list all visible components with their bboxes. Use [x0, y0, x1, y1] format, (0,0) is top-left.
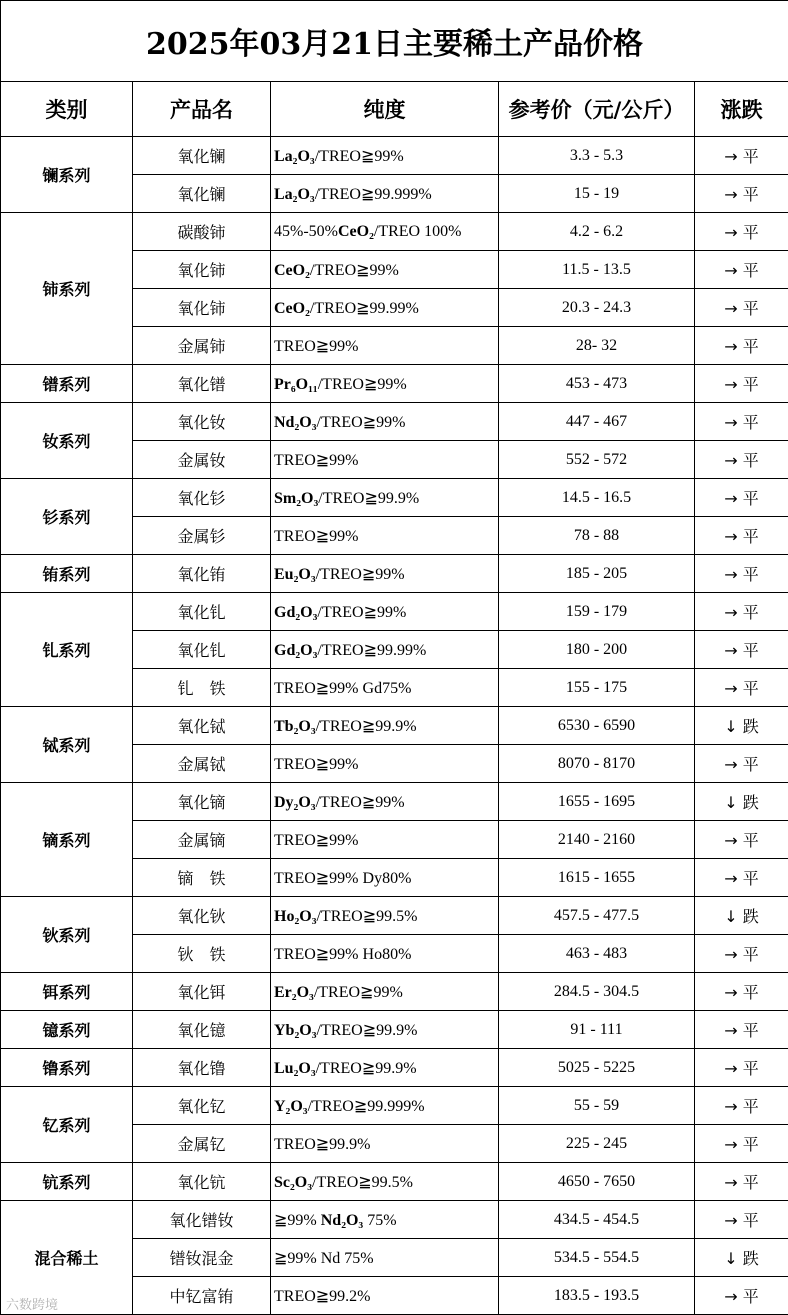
product-name-cell: 氧化铒 [133, 973, 271, 1011]
table-row [1, 783, 788, 821]
price-cell: 11.5 - 13.5 [499, 251, 695, 289]
trend-cell: → 平 [695, 669, 788, 707]
purity-cell [271, 1239, 499, 1277]
purity-cell [271, 517, 499, 555]
price-cell: 159 - 179 [499, 593, 695, 631]
product-name-cell: 氧化镥 [133, 1049, 271, 1087]
purity-cell [271, 745, 499, 783]
formula: Nd₂O₃ [274, 413, 317, 431]
purity-text: /TREO≧99% [309, 261, 399, 279]
purity-cell [271, 365, 499, 403]
header-row [1, 82, 788, 137]
formula: Tb₂O₃ [274, 717, 316, 735]
category-cell: 钆系列 [1, 593, 133, 707]
price-cell: 20.3 - 24.3 [499, 289, 695, 327]
trend-cell: → 平 [695, 555, 788, 593]
trend-cell: → 平 [695, 935, 788, 973]
purity-cell [271, 593, 499, 631]
purity-text: /TREO≧99.99% [317, 641, 427, 659]
formula: Ho₂O₃ [274, 907, 317, 925]
product-name-cell: 氧化钇 [133, 1087, 271, 1125]
product-name-cell: 氧化镨 [133, 365, 271, 403]
product-name-cell: 氧化镧 [133, 175, 271, 213]
purity-prefix: 45%-50% [274, 222, 338, 240]
product-name-cell: 氧化镨钕 [133, 1201, 271, 1239]
col-header-trend: 涨跌 [695, 82, 788, 137]
table-body [1, 137, 788, 1315]
purity-text: TREO≧99% Ho80% [274, 945, 412, 963]
trend-cell: → 平 [695, 1049, 788, 1087]
purity-cell [271, 327, 499, 365]
product-name-cell: 中钇富铕 [133, 1277, 271, 1315]
price-cell: 185 - 205 [499, 555, 695, 593]
purity-cell [271, 1277, 499, 1315]
price-cell: 78 - 88 [499, 517, 695, 555]
purity-text: TREO≧99.9% [274, 1135, 371, 1153]
page-title: 2025年03月21日主要稀土产品价格 [1, 1, 788, 82]
purity-text: /TREO≧99% [317, 375, 407, 393]
category-cell: 钪系列 [1, 1163, 133, 1201]
watermark: 六数跨境 [6, 1298, 59, 1313]
formula: La₂O₃ [274, 185, 315, 203]
purity-text: /TREO≧99.9% [316, 1021, 418, 1039]
price-cell: 2140 - 2160 [499, 821, 695, 859]
trend-cell: → 平 [695, 175, 788, 213]
product-name-cell: 金属钐 [133, 517, 271, 555]
price-cell: 5025 - 5225 [499, 1049, 695, 1087]
category-cell: 铽系列 [1, 707, 133, 783]
purity-text: /TREO≧99.5% [316, 907, 418, 925]
trend-cell: → 平 [695, 1125, 788, 1163]
price-cell: 15 - 19 [499, 175, 695, 213]
price-cell: 1655 - 1695 [499, 783, 695, 821]
product-name-cell: 氧化铕 [133, 555, 271, 593]
price-cell: 183.5 - 193.5 [499, 1277, 695, 1315]
category-cell: 钬系列 [1, 897, 133, 973]
purity-cell [271, 555, 499, 593]
trend-cell: → 平 [695, 1163, 788, 1201]
purity-cell [271, 441, 499, 479]
price-cell: 155 - 175 [499, 669, 695, 707]
formula: Eu₂O₃ [274, 565, 316, 583]
product-name-cell: 金属钇 [133, 1125, 271, 1163]
table-row [1, 479, 788, 517]
purity-text: /TREO≧99.999% [314, 185, 432, 203]
price-cell: 4650 - 7650 [499, 1163, 695, 1201]
purity-cell [271, 1125, 499, 1163]
purity-cell [271, 1049, 499, 1087]
purity-cell [271, 707, 499, 745]
trend-cell: → 平 [695, 137, 788, 175]
trend-cell: → 平 [695, 479, 788, 517]
formula: Gd₂O₃ [274, 603, 318, 621]
product-name-cell: 氧化钆 [133, 593, 271, 631]
trend-cell: ↓ 跌 [695, 1239, 788, 1277]
trend-cell: → 平 [695, 327, 788, 365]
col-header-category: 类别 [1, 82, 133, 137]
product-name-cell: 氧化钬 [133, 897, 271, 935]
price-cell: 91 - 111 [499, 1011, 695, 1049]
table-row [1, 1087, 788, 1125]
purity-text: /TREO≧99.999% [307, 1097, 425, 1115]
trend-cell: → 平 [695, 593, 788, 631]
purity-text: ≧99% Nd 75% [274, 1249, 374, 1267]
purity-text: TREO≧99% Gd75% [274, 679, 412, 697]
product-name-cell: 碳酸铈 [133, 213, 271, 251]
category-cell: 铒系列 [1, 973, 133, 1011]
purity-cell [271, 821, 499, 859]
purity-text: TREO≧99% Dy80% [274, 869, 412, 887]
price-cell: 4.2 - 6.2 [499, 213, 695, 251]
purity-cell [271, 289, 499, 327]
table-row [1, 213, 788, 251]
category-cell: 钇系列 [1, 1087, 133, 1163]
purity-text: TREO≧99% [274, 451, 359, 469]
product-name-cell: 钆 铁 [133, 669, 271, 707]
formula: Yb₂O₃ [274, 1021, 317, 1039]
trend-cell: → 平 [695, 973, 788, 1011]
price-cell: 8070 - 8170 [499, 745, 695, 783]
product-name-cell: 氧化铈 [133, 289, 271, 327]
table-row [1, 973, 788, 1011]
purity-cell [271, 1163, 499, 1201]
purity-cell [271, 213, 499, 251]
formula: Lu₂O₃ [274, 1059, 316, 1077]
purity-cell [271, 137, 499, 175]
purity-text: /TREO 100% [373, 222, 462, 240]
price-cell: 55 - 59 [499, 1087, 695, 1125]
purity-cell [271, 783, 499, 821]
formula: CeO₂ [274, 299, 310, 317]
price-cell: 453 - 473 [499, 365, 695, 403]
table-row [1, 1011, 788, 1049]
product-name-cell: 金属镝 [133, 821, 271, 859]
purity-text: TREO≧99.2% [274, 1287, 371, 1305]
purity-text: TREO≧99% [274, 831, 359, 849]
product-name-cell: 氧化铈 [133, 251, 271, 289]
purity-text: /TREO≧99.99% [309, 299, 419, 317]
price-cell: 534.5 - 554.5 [499, 1239, 695, 1277]
trend-cell: → 平 [695, 631, 788, 669]
purity-text: /TREO≧99% [313, 983, 403, 1001]
purity-cell [271, 859, 499, 897]
trend-cell: → 平 [695, 517, 788, 555]
trend-cell: ↓ 跌 [695, 783, 788, 821]
purity-cell [271, 1087, 499, 1125]
category-cell: 铈系列 [1, 213, 133, 365]
product-name-cell: 镨钕混金 [133, 1239, 271, 1277]
purity-text: 75% [363, 1211, 397, 1229]
product-name-cell: 钬 铁 [133, 935, 271, 973]
purity-text: /TREO≧99% [315, 565, 405, 583]
purity-text: /TREO≧99% [314, 147, 404, 165]
purity-cell [271, 935, 499, 973]
purity-text: TREO≧99% [274, 337, 359, 355]
category-cell: 铕系列 [1, 555, 133, 593]
trend-cell: → 平 [695, 289, 788, 327]
price-cell: 6530 - 6590 [499, 707, 695, 745]
trend-cell: → 平 [695, 1011, 788, 1049]
formula: CeO₂ [337, 222, 374, 240]
price-cell: 225 - 245 [499, 1125, 695, 1163]
formula: Er₂O₃ [274, 983, 314, 1001]
formula: Dy₂O₃ [274, 793, 316, 811]
purity-cell [271, 479, 499, 517]
product-name-cell: 镝 铁 [133, 859, 271, 897]
formula: Sm₂O₃ [274, 489, 319, 507]
price-cell: 1615 - 1655 [499, 859, 695, 897]
table-row [1, 1201, 788, 1239]
table-row [1, 365, 788, 403]
col-header-price: 参考价（元/公斤） [499, 82, 695, 137]
trend-cell: → 平 [695, 745, 788, 783]
formula: Sc₂O₃ [274, 1173, 313, 1191]
product-name-cell: 金属铽 [133, 745, 271, 783]
trend-cell: → 平 [695, 213, 788, 251]
table-row [1, 1049, 788, 1087]
product-name-cell: 金属钕 [133, 441, 271, 479]
purity-text: /TREO≧99.5% [312, 1173, 413, 1191]
formula: Pr₆O₁₁ [274, 375, 318, 393]
purity-text: /TREO≧99% [316, 413, 406, 431]
category-cell: 镧系列 [1, 137, 133, 213]
trend-cell: → 平 [695, 859, 788, 897]
product-name-cell: 氧化钐 [133, 479, 271, 517]
trend-cell: ↓ 跌 [695, 897, 788, 935]
price-cell: 463 - 483 [499, 935, 695, 973]
product-name-cell: 氧化镧 [133, 137, 271, 175]
product-name-cell: 氧化镝 [133, 783, 271, 821]
purity-text: /TREO≧99.9% [318, 489, 420, 507]
product-name-cell: 金属铈 [133, 327, 271, 365]
price-cell: 3.3 - 5.3 [499, 137, 695, 175]
trend-cell: → 平 [695, 1087, 788, 1125]
category-cell: 镱系列 [1, 1011, 133, 1049]
formula: Nd₂O₃ [320, 1211, 364, 1229]
purity-text: /TREO≧99.9% [315, 1059, 417, 1077]
category-cell: 镨系列 [1, 365, 133, 403]
product-name-cell: 氧化镱 [133, 1011, 271, 1049]
product-name-cell: 氧化铽 [133, 707, 271, 745]
price-cell: 284.5 - 304.5 [499, 973, 695, 1011]
table-row [1, 897, 788, 935]
purity-cell [271, 631, 499, 669]
trend-cell: → 平 [695, 1201, 788, 1239]
purity-cell [271, 1201, 499, 1239]
purity-cell [271, 1011, 499, 1049]
table-row [1, 137, 788, 175]
price-cell: 14.5 - 16.5 [499, 479, 695, 517]
formula: La₂O₃ [274, 147, 315, 165]
trend-cell: → 平 [695, 251, 788, 289]
trend-cell: → 平 [695, 365, 788, 403]
purity-cell [271, 175, 499, 213]
table-row [1, 707, 788, 745]
purity-cell [271, 403, 499, 441]
product-name-cell: 氧化钪 [133, 1163, 271, 1201]
formula: CeO₂ [274, 261, 310, 279]
purity-text: /TREO≧99.9% [315, 717, 417, 735]
table-row [1, 1163, 788, 1201]
price-cell: 447 - 467 [499, 403, 695, 441]
category-cell: 镝系列 [1, 783, 133, 897]
purity-cell [271, 973, 499, 1011]
table-row [1, 403, 788, 441]
category-cell: 钕系列 [1, 403, 133, 479]
col-header-product: 产品名 [133, 82, 271, 137]
category-cell: 钐系列 [1, 479, 133, 555]
formula: Y₂O₃ [274, 1097, 308, 1115]
purity-cell [271, 669, 499, 707]
col-header-purity: 纯度 [271, 82, 499, 137]
trend-cell: → 平 [695, 441, 788, 479]
price-cell: 457.5 - 477.5 [499, 897, 695, 935]
purity-cell [271, 251, 499, 289]
trend-cell: ↓ 跌 [695, 707, 788, 745]
category-cell: 混合稀土 [1, 1201, 133, 1315]
table-row [1, 555, 788, 593]
category-cell: 镥系列 [1, 1049, 133, 1087]
price-cell: 434.5 - 454.5 [499, 1201, 695, 1239]
purity-text: TREO≧99% [274, 755, 359, 773]
formula: Gd₂O₃ [274, 641, 318, 659]
table-row [1, 593, 788, 631]
purity-text: /TREO≧99% [317, 603, 407, 621]
purity-text: /TREO≧99% [315, 793, 405, 811]
purity-cell [271, 897, 499, 935]
trend-cell: → 平 [695, 821, 788, 859]
product-name-cell: 氧化钆 [133, 631, 271, 669]
purity-text: TREO≧99% [274, 527, 359, 545]
trend-cell: → 平 [695, 1277, 788, 1315]
price-cell: 552 - 572 [499, 441, 695, 479]
trend-cell: → 平 [695, 403, 788, 441]
price-cell: 28- 32 [499, 327, 695, 365]
price-cell: 180 - 200 [499, 631, 695, 669]
purity-prefix: ≧99% [274, 1211, 321, 1229]
product-name-cell: 氧化钕 [133, 403, 271, 441]
